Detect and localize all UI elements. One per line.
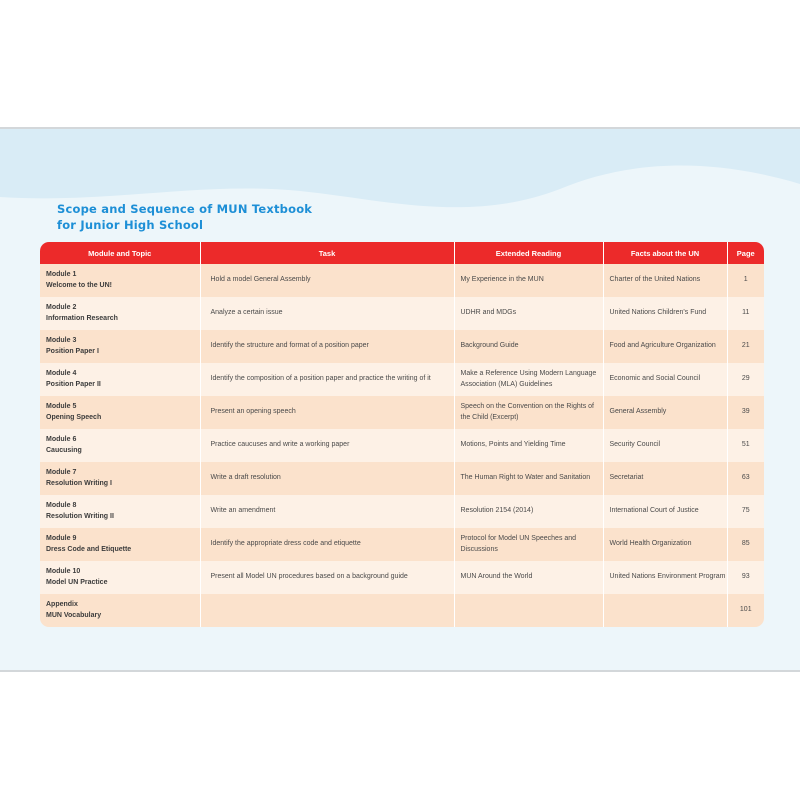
- module-cell: [40, 429, 200, 462]
- page-cell: 11: [727, 297, 764, 330]
- task-cell: Present all Model UN procedures based on a background guide: [200, 561, 454, 594]
- module-number: Appendix: [46, 601, 78, 608]
- title-line-1: Scope and Sequence of MUN Textbook: [57, 202, 313, 216]
- module-cell: [40, 594, 200, 627]
- page-cell: 1: [727, 264, 764, 297]
- page-cell: 101: [727, 594, 764, 627]
- page-cell: 63: [727, 462, 764, 495]
- table-row: [40, 363, 764, 396]
- page-cell: 21: [727, 330, 764, 363]
- module-number: Module 6: [46, 436, 77, 443]
- module-number: Module 7: [46, 469, 77, 476]
- table-row: [40, 396, 764, 429]
- task-cell: [200, 594, 454, 627]
- fact-cell: Economic and Social Council: [603, 363, 727, 396]
- reading-cell: My Experience in the MUN: [454, 264, 603, 297]
- fact-cell: United Nations Children's Fund: [603, 297, 727, 330]
- table-row: [40, 297, 764, 330]
- page-cell: 85: [727, 528, 764, 561]
- module-cell: [40, 528, 200, 561]
- module-number: Module 4: [46, 370, 77, 377]
- table-row: [40, 462, 764, 495]
- module-cell: [40, 561, 200, 594]
- module-number: Module 1: [46, 271, 77, 278]
- task-cell: Practice caucuses and write a working paper: [200, 429, 454, 462]
- module-cell: [40, 297, 200, 330]
- reading-cell: MUN Around the World: [454, 561, 603, 594]
- task-cell: Hold a model General Assembly: [200, 264, 454, 297]
- fact-cell: World Health Organization: [603, 528, 727, 561]
- reading-cell: UDHR and MDGs: [454, 297, 603, 330]
- reading-cell: Protocol for Model UN Speeches and Discussions: [454, 528, 603, 561]
- page-cell: 75: [727, 495, 764, 528]
- scope-sequence-table: [40, 242, 764, 627]
- table-row: [40, 495, 764, 528]
- fact-cell: Charter of the United Nations: [603, 264, 727, 297]
- module-topic: Resolution Writing I: [46, 479, 112, 487]
- task-cell: Present an opening speech: [200, 396, 454, 429]
- fact-cell: Secretariat: [603, 462, 727, 495]
- module-number: Module 10: [46, 568, 81, 575]
- module-topic: Welcome to the UN!: [46, 281, 112, 289]
- module-number: Module 2: [46, 304, 77, 311]
- fact-cell: [603, 594, 727, 627]
- reading-cell: The Human Right to Water and Sanitation: [454, 462, 603, 495]
- task-cell: Write an amendment: [200, 495, 454, 528]
- module-topic: Opening Speech: [46, 413, 102, 421]
- fact-cell: Food and Agriculture Organization: [603, 330, 727, 363]
- reading-cell: Motions, Points and Yielding Time: [454, 429, 603, 462]
- header-module-topic: Module and Topic: [40, 242, 200, 264]
- reading-cell: [454, 594, 603, 627]
- module-cell: [40, 462, 200, 495]
- module-topic: Position Paper II: [46, 380, 101, 388]
- table-row: [40, 561, 764, 594]
- task-cell: Analyze a certain issue: [200, 297, 454, 330]
- reading-cell: Background Guide: [454, 330, 603, 363]
- module-cell: [40, 264, 200, 297]
- module-number: Module 5: [46, 403, 77, 410]
- page-title: [57, 201, 312, 233]
- table-row: [40, 330, 764, 363]
- task-cell: Identify the structure and format of a position paper: [200, 330, 454, 363]
- fact-cell: Security Council: [603, 429, 727, 462]
- task-cell: Identify the composition of a position paper and practice the writing of it: [200, 363, 454, 396]
- module-number: Module 3: [46, 337, 77, 344]
- module-topic: Caucusing: [46, 446, 82, 454]
- module-cell: [40, 495, 200, 528]
- reading-cell: Resolution 2154 (2014): [454, 495, 603, 528]
- module-topic: MUN Vocabulary: [46, 611, 102, 619]
- header-facts-un: Facts about the UN: [603, 242, 727, 264]
- content-panel: [0, 127, 800, 672]
- header-page: Page: [727, 242, 764, 264]
- task-cell: Write a draft resolution: [200, 462, 454, 495]
- module-number: Module 8: [46, 502, 77, 509]
- module-topic: Resolution Writing II: [46, 512, 114, 520]
- module-cell: [40, 363, 200, 396]
- table-row: [40, 594, 764, 627]
- fact-cell: United Nations Environment Program: [603, 561, 727, 594]
- header-task: Task: [200, 242, 454, 264]
- page-cell: 51: [727, 429, 764, 462]
- page-cell: 29: [727, 363, 764, 396]
- module-topic: Information Research: [46, 314, 118, 322]
- page-cell: 93: [727, 561, 764, 594]
- header-extended-reading: Extended Reading: [454, 242, 603, 264]
- fact-cell: General Assembly: [603, 396, 727, 429]
- table-header-row: [40, 242, 764, 264]
- module-cell: [40, 396, 200, 429]
- table-row: [40, 264, 764, 297]
- reading-cell: Make a Reference Using Modern Language Association (MLA) Guidelines: [454, 363, 603, 396]
- table-row: [40, 528, 764, 561]
- module-number: Module 9: [46, 535, 77, 542]
- module-topic: Model UN Practice: [46, 578, 108, 586]
- table-row: [40, 429, 764, 462]
- page-cell: 39: [727, 396, 764, 429]
- task-cell: Identify the appropriate dress code and etiquette: [200, 528, 454, 561]
- reading-cell: Speech on the Convention on the Rights of the Child (Excerpt): [454, 396, 603, 429]
- module-cell: [40, 330, 200, 363]
- module-topic: Dress Code and Etiquette: [46, 545, 132, 553]
- fact-cell: International Court of Justice: [603, 495, 727, 528]
- module-topic: Position Paper I: [46, 347, 99, 355]
- title-line-2: for Junior High School: [57, 218, 204, 232]
